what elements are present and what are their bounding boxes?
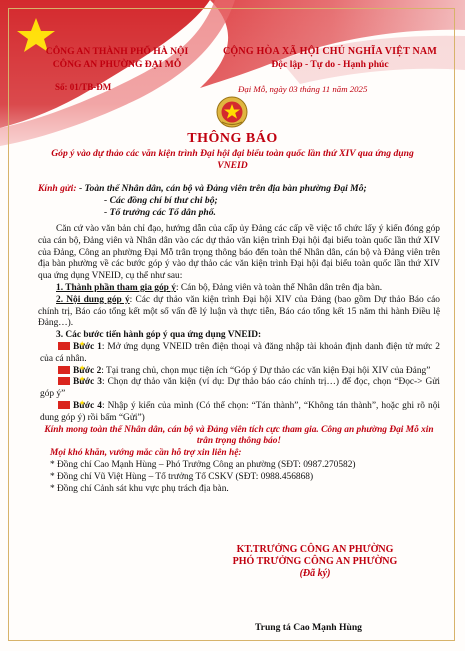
recipient-line-1 xyxy=(38,183,448,195)
document-number: Số: 01/TB-ĐM xyxy=(55,82,112,92)
step-text: : Nhập ý kiến của mình (Có thể chọn: “Tán thành”, “Không tán thành”, hoặc ghi rõ nội dung góp ý) rồi bấm “Gửi”) xyxy=(40,400,441,423)
recipients-block xyxy=(38,183,448,220)
notice-subtitle: Góp ý vào dự thảo các văn kiện trình Đại hội đại biểu toàn quốc lần thứ XIV qua ứng dụng VNEID xyxy=(51,148,414,171)
recipients-label: Kính gửi xyxy=(38,183,74,194)
recipient-item: - Toàn thể Nhân dân, cán bộ và Đảng viên trên địa bàn phường Đại Mỗ; xyxy=(78,183,367,194)
agency-name: CÔNG AN PHƯỜNG ĐẠI MỖ xyxy=(52,59,182,70)
signature-title-1: KT.TRƯỞNG CÔNG AN PHƯỜNG xyxy=(236,544,394,555)
step-label: Bước 3 xyxy=(73,377,102,388)
section-label: 3. Các bước tiến hành góp ý qua ứng dụng VNEID: xyxy=(56,330,262,341)
step-label: Bước 2 xyxy=(73,365,102,376)
signature-block xyxy=(180,544,450,580)
signer-name: Trung tá Cao Mạnh Hùng xyxy=(255,622,362,633)
vietnam-flag-icon xyxy=(58,342,70,350)
vietnam-flag-icon xyxy=(58,366,70,374)
step-4 xyxy=(38,401,440,425)
vietnam-flag-icon xyxy=(58,377,70,385)
national-motto-block xyxy=(210,46,450,70)
step-text: : Tại trang chủ, chọn mục tiện ích “Góp ý Dự thảo các văn kiện Đại hội XIV của Đảng” xyxy=(101,365,431,376)
section-content xyxy=(38,295,440,330)
section-text: : Cán bộ, Đảng viên và toàn thể Nhân dân trên địa bàn. xyxy=(175,282,383,293)
signed-mark: (Đã ký) xyxy=(299,568,331,579)
notice-title: THÔNG BÁO xyxy=(187,131,278,146)
notice-body xyxy=(38,224,440,495)
contact-item: * Đồng chí Vũ Việt Hùng – Tổ trưởng Tổ CSKV (SĐT: 0988.456868) xyxy=(50,471,314,482)
issue-date: Đại Mỗ, ngày 03 tháng 11 năm 2025 xyxy=(238,84,368,94)
section-label: 2. Nội dung góp ý xyxy=(56,294,130,305)
agency-parent: CÔNG AN THÀNH PHỐ HÀ NỘI xyxy=(45,46,189,57)
help-contact-heading: Mọi khó khăn, vướng mắc cần hỗ trợ xin liên hệ: xyxy=(50,448,242,459)
section-steps xyxy=(38,330,440,342)
vietnam-flag-icon xyxy=(58,401,70,409)
section-text: : Các dự thảo văn kiện trình Đại hội XIV của Đảng (bao gồm Dự thảo Báo cáo chính trị, Báo cáo tổng kết một số vấn đề lý luận và thực tiễn, Báo cáo tổng kết 15 năm thi hành Điều lệ Đảng…). xyxy=(38,294,440,329)
contact-item: * Đồng chí Cảnh sát khu vực phụ trách địa bàn. xyxy=(50,483,229,494)
signature-title-2: PHÓ TRƯỞNG CÔNG AN PHƯỜNG xyxy=(232,556,398,567)
national-motto: Độc lập - Tự do - Hạnh phúc xyxy=(271,59,389,70)
step-label: Bước 1 xyxy=(73,341,102,352)
step-1 xyxy=(38,342,440,366)
recipient-item: - Các đồng chí bí thư chi bộ; xyxy=(104,195,218,207)
step-2 xyxy=(38,366,440,378)
republic-name: CỘNG HÒA XÃ HỘI CHỦ NGHĨA VIỆT NAM xyxy=(223,46,437,57)
section-participants xyxy=(38,283,440,295)
step-label: Bước 4 xyxy=(73,400,102,411)
section-label: 1. Thành phần tham gia góp ý xyxy=(56,282,176,293)
contact-item: * Đồng chí Cao Mạnh Hùng – Phó Trưởng Công an phường (SĐT: 0987.270582) xyxy=(50,459,356,470)
recipients-colon: : xyxy=(73,183,77,194)
recipient-item: - Tổ trưởng các Tổ dân phố. xyxy=(104,207,216,219)
call-to-action: Kính mong toàn thể Nhân dân, cán bộ và Đảng viên tích cực tham gia. Công an phường Đại Mỗ xin trân trọng thông báo! xyxy=(44,424,434,447)
police-emblem-icon xyxy=(216,96,248,128)
agency-block xyxy=(22,46,212,70)
step-text: : Chọn dự thảo văn kiện (ví dụ: Dự thảo báo cáo chính trị…) để đọc, chọn “Đọc-> Gửi góp ý” xyxy=(40,377,440,400)
step-text: : Mở ứng dụng VNEID trên điện thoại và đăng nhập tài khoản định danh điện tử mức 2 của cá nhân. xyxy=(40,341,440,364)
intro-paragraph: Căn cứ vào văn bản chỉ đạo, hướng dẫn của cấp ủy Đảng các cấp về việc tổ chức lấy ý kiến đóng góp của cán bộ, Đảng viên và Nhân dân vào các dự thảo văn kiện trình Đại hội đại biểu toàn quốc lần thứ XIV của Đảng, Công an phường Đại Mỗ trân trọng thông báo đến toàn thể Nhân dân, cán bộ và Đảng viên trên địa bàn phường về các bước góp ý vào dự thảo các văn kiện trình Đại hội đại biểu toàn quốc lần thứ XIV qua ứng dụng VNEID, cụ thể như sau: xyxy=(38,224,440,282)
step-3 xyxy=(38,377,440,401)
